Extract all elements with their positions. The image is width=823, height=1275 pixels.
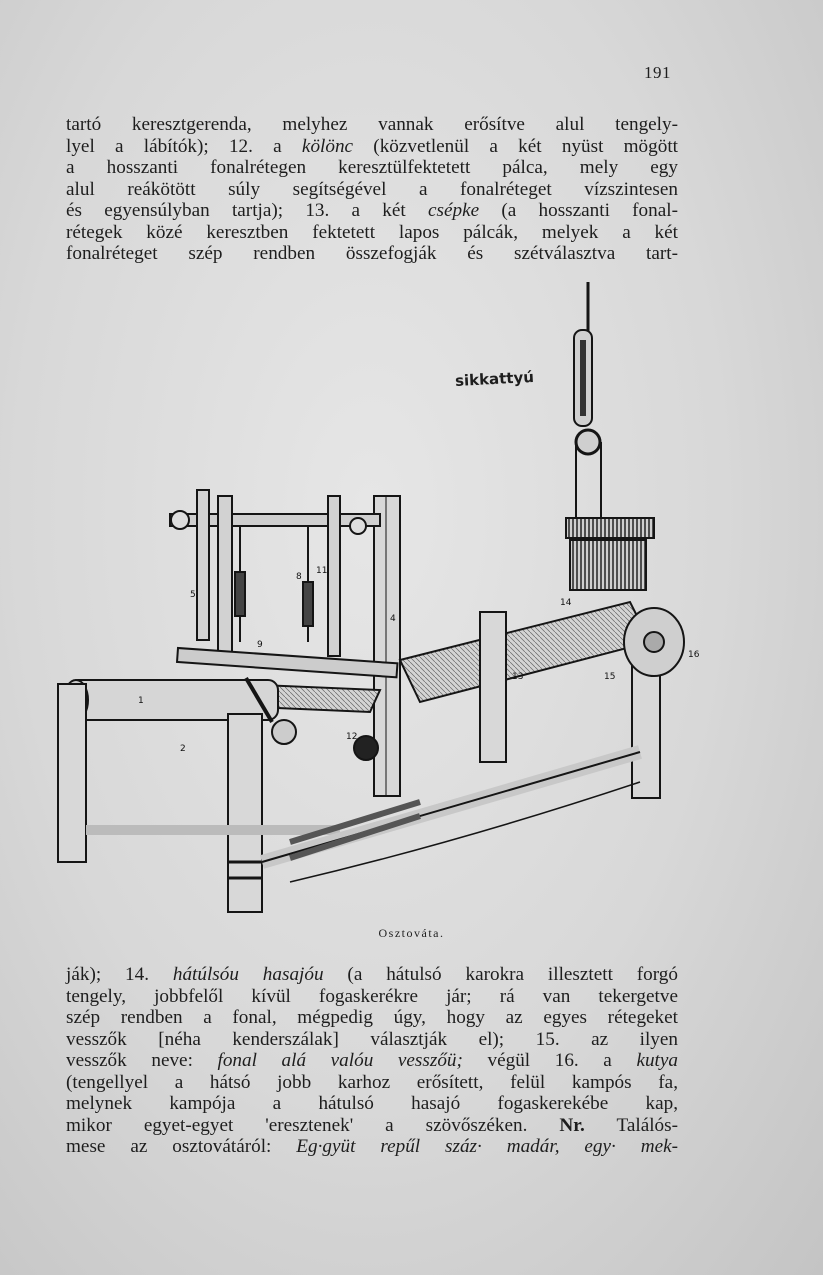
italic-term: fonal alá valóu vesszőü; bbox=[217, 1050, 463, 1071]
text-line: fonalréteget szép rendben összefogják és szétválasztva tart- bbox=[66, 243, 678, 264]
loom-illustration bbox=[40, 282, 760, 922]
handwritten-label: sikkattyú bbox=[454, 367, 535, 391]
text-run: (közvetlenül a két nyüst mögött bbox=[353, 135, 678, 157]
part-number-label: 2 bbox=[180, 744, 186, 754]
part-number-label: 1 bbox=[138, 696, 144, 706]
text-line bbox=[66, 1050, 678, 1072]
text-run: mikor egyet-egyet 'eresztenek' a szövőszéken. bbox=[66, 1114, 560, 1136]
text-line bbox=[66, 1136, 678, 1158]
part-number-label: 4 bbox=[390, 614, 396, 624]
text-run: lyel a lábítók); 12. a bbox=[66, 135, 302, 157]
text-line: tartó keresztgerenda, melyhez vannak erősítve alul tengely- bbox=[66, 114, 678, 135]
page-number: 191 bbox=[644, 63, 671, 82]
text-line bbox=[66, 1115, 678, 1137]
bold-abbrev: Nr. bbox=[559, 1114, 585, 1136]
italic-term: kölönc bbox=[301, 135, 354, 157]
italic-term: Eg·gyüt repűl száz· madár, egy· mek- bbox=[296, 1136, 679, 1157]
text-run: végül 16. a bbox=[462, 1050, 637, 1071]
text-line bbox=[66, 200, 678, 222]
text-run: és egyensúlyban tartja); 13. a két bbox=[66, 200, 428, 221]
text-run: (a hátulsó karokra illesztett forgó bbox=[323, 964, 678, 985]
top-paragraph bbox=[66, 114, 678, 265]
text-line: alul reákötött súly segítségével a fonalréteget vízszintesen bbox=[66, 178, 678, 200]
italic-term: hátúlsóu hasajóu bbox=[172, 964, 324, 985]
part-number-label: 15 bbox=[604, 672, 616, 682]
part-number-label: 8 bbox=[296, 572, 302, 582]
text-line bbox=[66, 136, 678, 158]
figure-caption: Osztováta. bbox=[378, 926, 445, 940]
text-run: (a hosszanti fonal- bbox=[479, 200, 678, 221]
text-line: tengely, jobbfelől kívül fogaskerékre jár; rá van tekergetve bbox=[66, 985, 678, 1007]
text-line: vesszők [néha kenderszálak] választják el); 15. az ilyen bbox=[66, 1028, 678, 1050]
part-number-label: 12 bbox=[346, 732, 358, 742]
text-line: (tengellyel a hátsó jobb karhoz erősített, felül kampós fa, bbox=[66, 1071, 678, 1093]
text-run: vesszők neve: bbox=[66, 1050, 218, 1071]
text-run: mese az osztovátáról: bbox=[66, 1136, 297, 1157]
bottom-paragraph bbox=[66, 964, 678, 1158]
text-run: ják); 14. bbox=[66, 964, 173, 985]
loom-drawing bbox=[40, 282, 760, 922]
italic-term: csépke bbox=[428, 200, 480, 221]
part-number-label: 9 bbox=[257, 640, 263, 650]
part-number-label: 11 bbox=[316, 566, 328, 576]
part-number-label: 13 bbox=[512, 672, 524, 682]
text-line bbox=[66, 964, 678, 986]
italic-term: kutya bbox=[636, 1050, 678, 1071]
text-line: rétegek közé keresztben fektetett lapos pálcák, melyek a két bbox=[66, 221, 678, 243]
part-number-label: 16 bbox=[688, 650, 700, 660]
text-run: Találós- bbox=[584, 1114, 678, 1136]
text-line: a hosszanti fonalrétegen keresztülfektetett pálca, mely egy bbox=[66, 157, 678, 178]
part-number-label: 14 bbox=[560, 598, 572, 608]
text-line: szép rendben a fonal, mégpedig úgy, hogy az egyes rétegeket bbox=[66, 1007, 678, 1028]
part-number-label: 5 bbox=[190, 590, 196, 600]
text-line: melynek kampója a hátulsó hasajó fogaskerekébe kap, bbox=[66, 1093, 678, 1114]
